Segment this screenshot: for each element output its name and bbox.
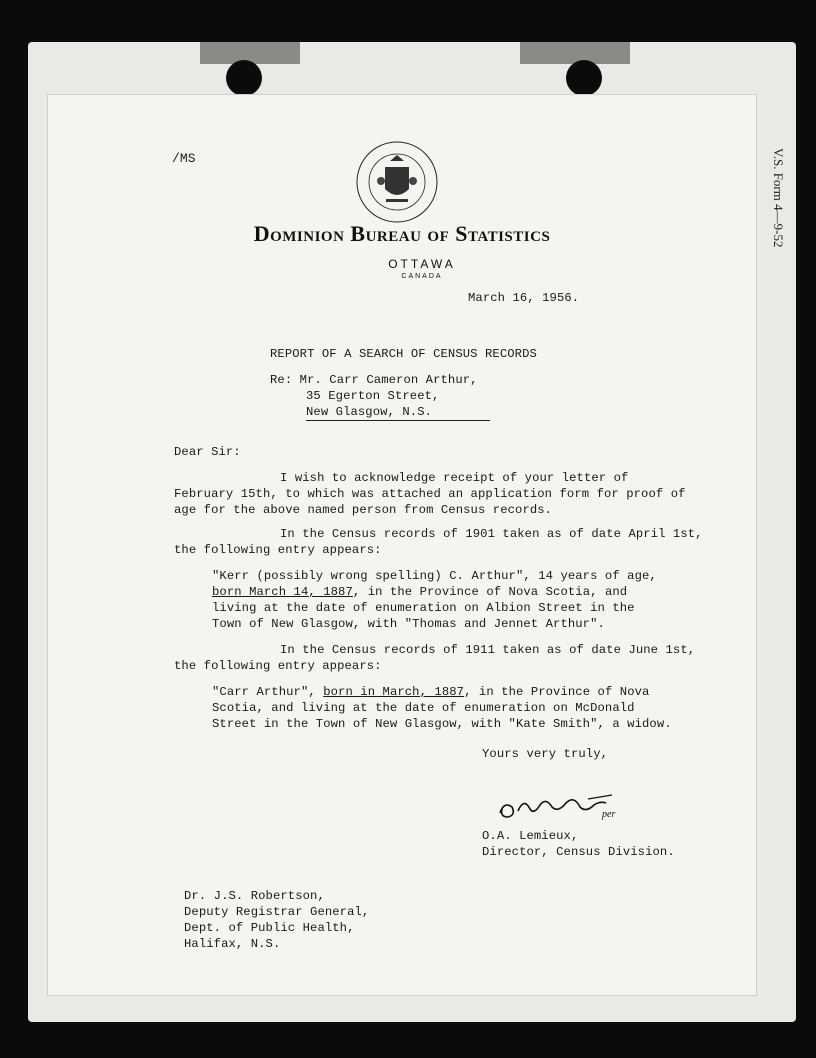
punch-hole <box>226 60 262 96</box>
census-entry-line: Street in the Town of New Glasgow, with "Kate Smith", a widow. <box>212 717 672 731</box>
city: OTTAWA <box>388 257 456 271</box>
census-entry-text: "Carr Arthur", <box>212 685 324 699</box>
paragraph-line: the following entry appears: <box>174 659 382 673</box>
census-entry-line: Town of New Glasgow, with "Thomas and Jennet Arthur". <box>212 617 605 631</box>
paragraph-line: In the Census records of 1901 taken as of date April 1st, <box>280 527 703 541</box>
bureau-title: Dominion Bureau of Statistics <box>253 221 551 246</box>
letter-date: March 16, 1956. <box>468 291 580 305</box>
paragraph-line: February 15th, to which was attached an application form for proof of <box>174 487 686 501</box>
signature-per: per <box>602 809 616 820</box>
census-entry-line: living at the date of enumeration on Albion Street in the <box>212 601 635 615</box>
census-entry-text: , in the Province of Nova <box>464 685 650 699</box>
form-number <box>770 148 786 168</box>
re-line: Re: Mr. Carr Cameron Arthur, <box>270 373 478 387</box>
crest-seal-icon <box>352 137 442 227</box>
signature-icon <box>496 783 646 831</box>
re-address-line: 35 Egerton Street, <box>306 389 440 403</box>
paragraph-line: In the Census records of 1911 taken as of date June 1st, <box>280 643 696 657</box>
salutation: Dear Sir: <box>174 445 241 459</box>
country: CANADA <box>401 273 443 280</box>
divider <box>306 420 490 421</box>
tape-strip <box>520 42 630 64</box>
signer-name: O.A. Lemieux, <box>482 829 579 843</box>
reference-mark: /MS <box>172 151 196 166</box>
census-entry-text: , in the Province of Nova Scotia, and <box>352 585 628 599</box>
census-entry-line <box>212 585 627 599</box>
signer-title: Director, Census Division. <box>482 845 675 859</box>
subject-line: REPORT OF A SEARCH OF CENSUS RECORDS <box>270 347 537 361</box>
census-entry-line <box>212 685 649 699</box>
paragraph-line: the following entry appears: <box>174 543 382 557</box>
census-entry-line: "Kerr (possibly wrong spelling) C. Arthur", 14 years of age, <box>212 569 657 583</box>
re-address-line: New Glasgow, N.S. <box>306 405 433 419</box>
letter-page <box>48 95 756 995</box>
recipient-line: Dept. of Public Health, <box>184 921 355 935</box>
closing: Yours very truly, <box>482 747 609 761</box>
birth-date-underlined: born March 14, 1887 <box>212 585 353 599</box>
paragraph-line: I wish to acknowledge receipt of your letter of <box>280 471 629 485</box>
birth-date-underlined: born in March, 1887 <box>323 685 465 699</box>
recipient-line: Halifax, N.S. <box>184 937 281 951</box>
census-entry-line: Scotia, and living at the date of enumeration on McDonald <box>212 701 635 715</box>
recipient-line: Deputy Registrar General, <box>184 905 370 919</box>
punch-hole <box>566 60 602 96</box>
recipient-line: Dr. J.S. Robertson, <box>184 889 325 903</box>
paragraph-line: age for the above named person from Census records. <box>174 503 553 517</box>
